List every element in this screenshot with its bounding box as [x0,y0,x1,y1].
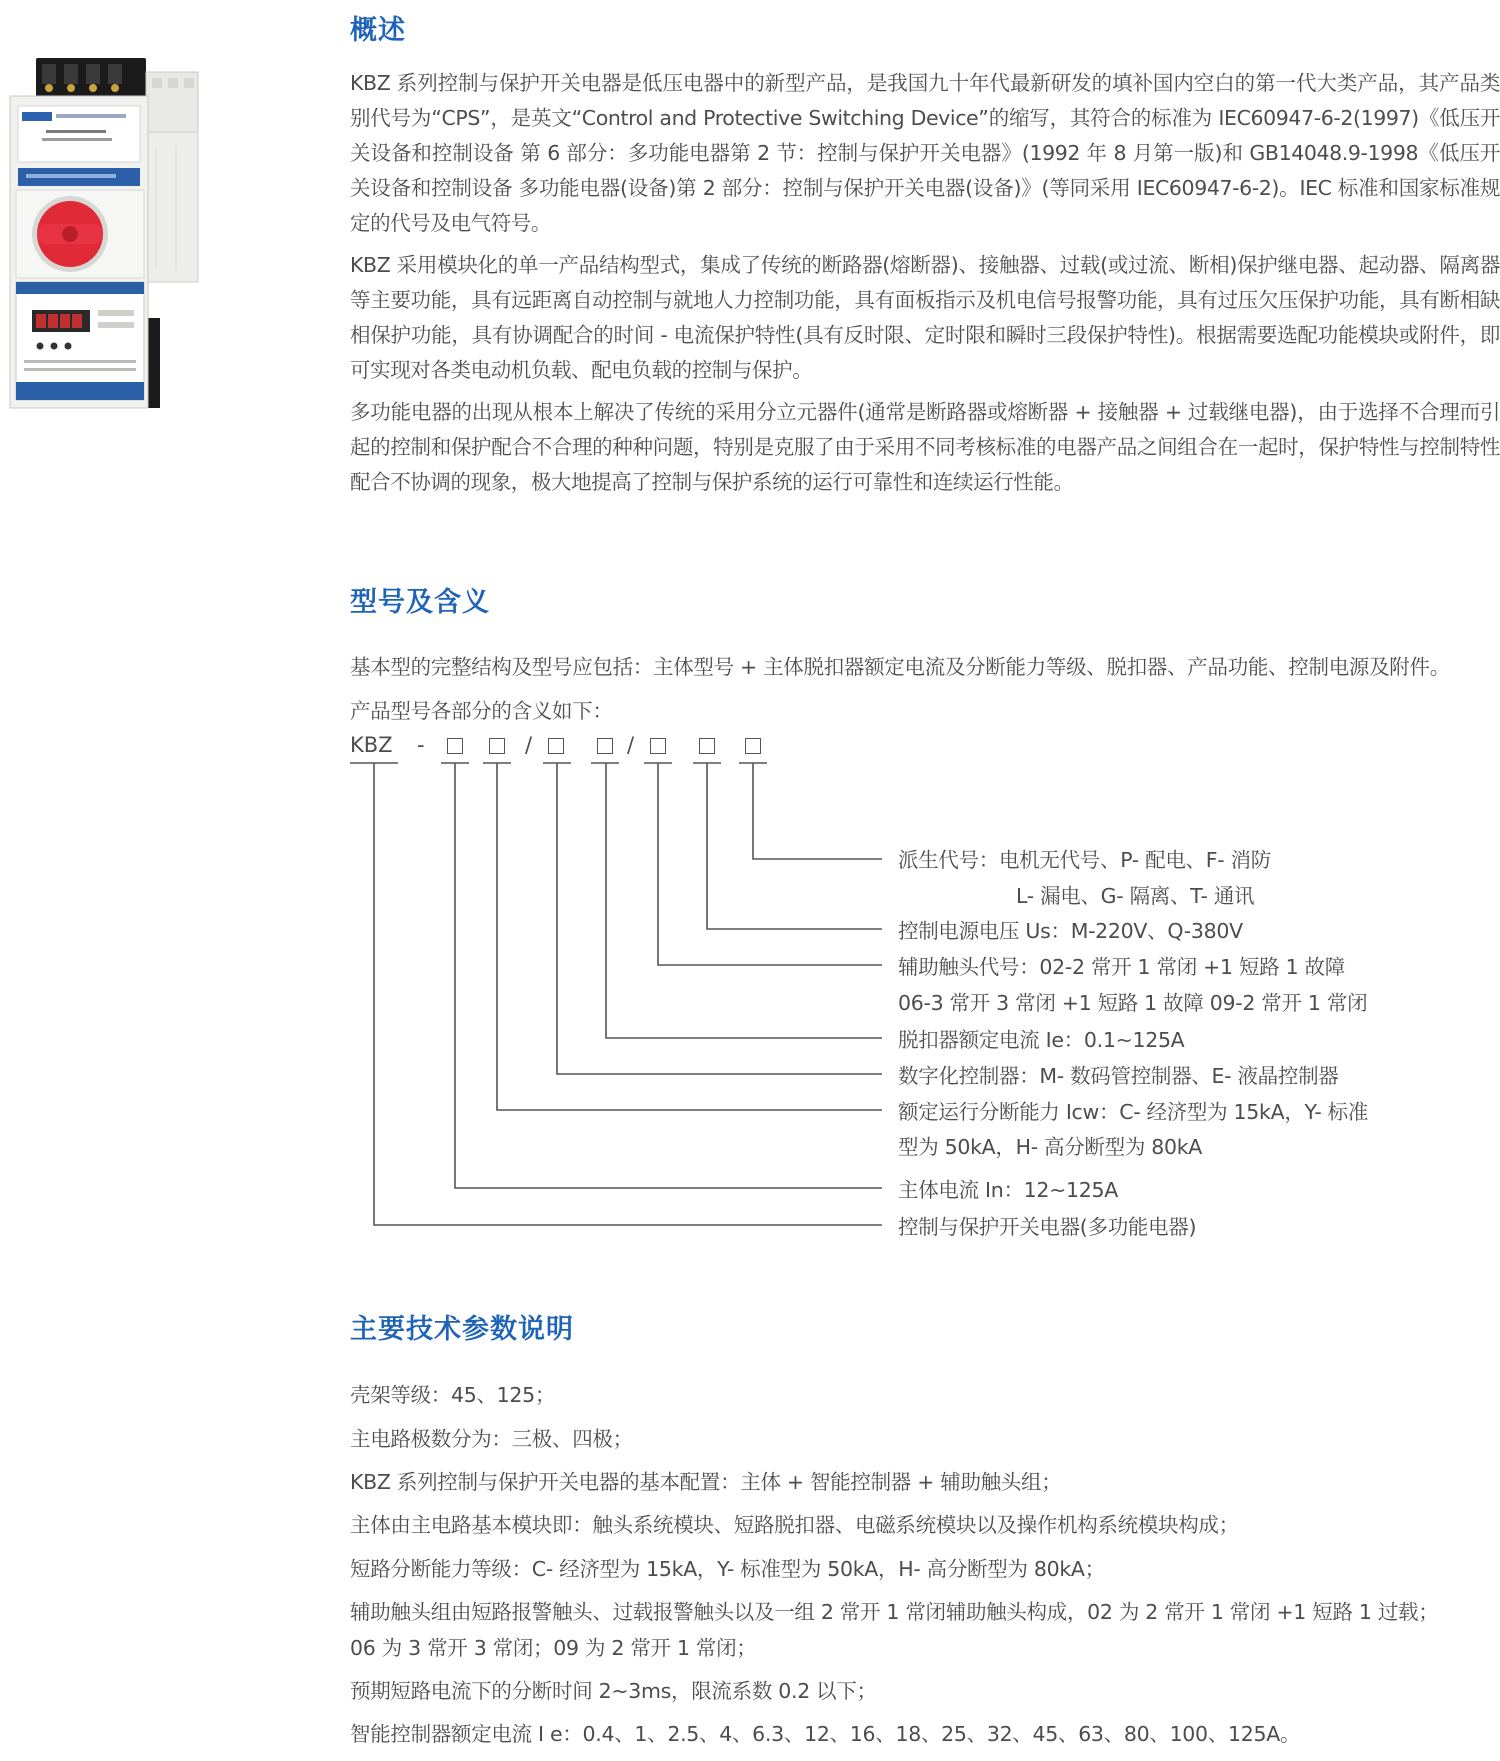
param-item: 辅助触头组由短路报警触头、过载报警触头以及一组 2 常开 1 常闭辅助触头构成，02 为 2 常开 1 常闭 +1 短路 1 过载； [350,1600,1439,1624]
model-code-slash-1: / [525,733,533,757]
param-item: 预期短路电流下的分断时间 2~3ms，限流系数 0.2 以下； [350,1679,877,1703]
model-label-aux-contact-cont: 06-3 常开 3 常闭 +1 短路 1 故障 09-2 常开 1 常闭 [898,991,1368,1015]
model-label-control-voltage: 控制电源电压 Us：M-220V、Q-380V [898,919,1243,943]
overview-paragraph-2: KBZ 采用模块化的单一产品结构型式，集成了传统的断路器(熔断器)、接触器、过载(或过流、断相)保护继电器、起动器、隔离器等主要功能，具有远距离自动控制与就地人力控制功能，具有面板指示及机电信号报警功能，具有过压欠压保护功能，具有断相缺相保护功能，具有协调配合的时间 - 电流保护特性(具有反时限、定时限和瞬时三段保护特性)。根据需要选配功能模块或附件，即可实现对各类电动机负载、配电负载的控制与保护。 [350,253,1500,382]
params-section [350,1316,1500,1343]
model-label-breaking-capacity: 额定运行分断能力 Icw：C- 经济型为 15kA，Y- 标准 [898,1100,1369,1124]
model-box-3 [548,738,564,754]
model-code-dash: - [417,733,425,757]
param-item: 智能控制器额定电流 I e：0.4、1、2.5、4、6.3、12、16、18、25、32、45、63、80、100、125A。 [350,1722,1301,1746]
overview-paragraph-3: 多功能电器的出现从根本上解决了传统的采用分立元器件(通常是断路器或熔断器 + 接触器 + 过载继电器)，由于选择不合理而引起的控制和保护配合不合理的种种问题，特别是克服了由于采用不同考核标准的电器产品之间组合在一起时，保护特性与控制特性配合不协调的现象，极大地提高了控制与保护系统的运行可靠性和连续运行性能。 [350,400,1500,494]
param-item: 主电路极数分为：三极、四极； [350,1427,633,1451]
param-item: 壳架等级：45、125； [350,1383,556,1407]
model-intro-2: 产品型号各部分的含义如下： [350,699,613,723]
model-label-breaking-capacity-cont: 型为 50kA，H- 高分断型为 80kA [898,1135,1203,1159]
model-label-device-type: 控制与保护开关电器(多功能电器) [898,1215,1197,1239]
model-box-7 [745,738,761,754]
overview-body [350,66,1500,500]
model-label-derivative-cont: L- 漏电、G- 隔离、T- 通讯 [1016,884,1255,908]
param-item: KBZ 系列控制与保护开关电器的基本配置：主体 + 智能控制器 + 辅助触头组； [350,1470,1062,1494]
model-box-4 [597,738,613,754]
param-item: 主体由主电路基本模块即：触头系统模块、短路脱扣器、电磁系统模块以及操作机构系统模块构成； [350,1513,1239,1537]
model-box-2 [489,738,505,754]
model-label-derivative: 派生代号：电机无代号、P- 配电、F- 消防 [898,848,1271,872]
model-heading: 型号及含义 [350,587,490,618]
overview-section [350,17,1500,44]
model-label-main-current: 主体电流 In：12~125A [898,1178,1118,1202]
model-box-5 [650,738,666,754]
model-code-slash-2: / [627,733,635,757]
model-intro-1: 基本型的完整结构及型号应包括：主体型号 + 主体脱扣器额定电流及分断能力等级、脱扣器、产品功能、控制电源及附件。 [350,655,1450,679]
kbz-device-illustration [6,48,211,418]
overview-paragraph-1: KBZ 系列控制与保护开关电器是低压电器中的新型产品，是我国九十年代最新研发的填补国内空白的第一代大类产品，其产品类别代号为“CPS”，是英文“Control and Protective Switching Device”的缩写，其符合的标准为 IEC60947-6-2(1997)《低压开关设备和控制设备 第 6 部分：多功能电器第 2 节：控制与保护开关电器》(1992 年 8 月第一版)和 GB14048.9-1998《低压开关设备和控制设备 多功能电器(设备)第 2 部分：控制与保护开关电器(设备)》(等同采用 IEC60947-6-2)。IEC 标准和国家标准规定的代号及电气符号。 [350,71,1500,235]
overview-heading: 概述 [350,15,406,46]
model-label-trip-current: 脱扣器额定电流 Ie：0.1~125A [898,1028,1185,1052]
param-item: 06 为 3 常开 3 常闭；09 为 2 常开 1 常闭； [350,1636,757,1660]
model-label-aux-contact: 辅助触头代号：02-2 常开 1 常闭 +1 短路 1 故障 [898,955,1345,979]
model-section [350,589,1500,616]
params-heading: 主要技术参数说明 [350,1314,574,1345]
model-label-controller: 数字化控制器：M- 数码管控制器、E- 液晶控制器 [898,1064,1339,1088]
product-image [6,48,211,418]
model-box-1 [447,738,463,754]
model-code-prefix: KBZ [350,733,393,757]
param-item: 短路分断能力等级：C- 经济型为 15kA，Y- 标准型为 50kA，H- 高分断型为 80kA； [350,1557,1105,1581]
model-box-6 [699,738,715,754]
